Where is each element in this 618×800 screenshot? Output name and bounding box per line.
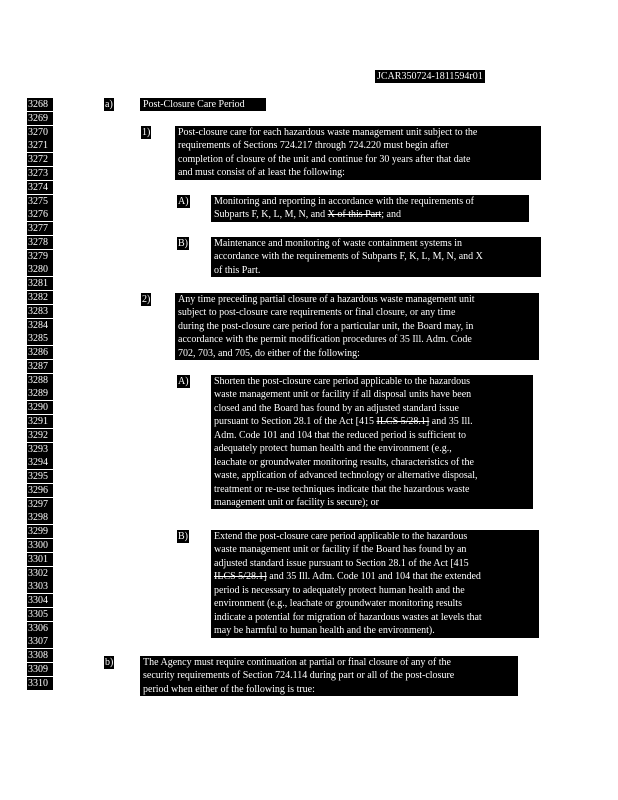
line-number: 3310	[27, 677, 53, 690]
item-1b-text	[211, 237, 541, 277]
item-2a-text	[211, 375, 533, 509]
line-number: 3298	[27, 511, 53, 524]
item-2a-line: closed and the Board has found by an adjusted standard issue	[214, 402, 459, 414]
line-number: 3299	[27, 525, 53, 538]
item-1b-marker: B)	[178, 238, 188, 249]
line-number: 3307	[27, 635, 53, 648]
item-2a-deleted-text: ILCS 5/28.1]	[376, 416, 430, 428]
line-number: 3285	[27, 332, 53, 345]
line-number: 3291	[27, 415, 53, 428]
item-2-line: during the post-closure care period for a particular unit, the Board may, in	[178, 320, 474, 332]
line-number: 3274	[27, 181, 53, 194]
item-2b-line: Extend the post-closure care period applicable to the hazardous	[214, 531, 468, 542]
item-2a-line: Adm. Code 101 and 104 that the reduced period is sufficient to	[214, 429, 466, 441]
item-2b-line: adjusted standard issue pursuant to Section 28.1 of the Act [415	[214, 557, 469, 569]
section-b-text	[140, 656, 518, 696]
item-2a-line: waste, application of advanced technology or alternative disposal,	[214, 470, 478, 482]
item-2a-line	[214, 415, 530, 428]
item-2b-line	[214, 570, 536, 583]
item-2a-line-post: and 35 Ill.	[429, 416, 473, 428]
item-2b-marker: B)	[178, 531, 188, 542]
item-2a-line: leachate or groundwater monitoring results, characteristics of the	[214, 456, 474, 468]
item-2-text	[175, 293, 539, 360]
line-number: 3309	[27, 663, 53, 676]
line-number: 3294	[27, 456, 53, 469]
line-number: 3288	[27, 374, 53, 387]
item-1a-line-post: ; and	[381, 209, 401, 221]
section-b-line: The Agency must require continuation at partial or final closure of any of the	[143, 657, 451, 668]
item-2b-deleted-text: ILCS 5/28.1]	[214, 571, 267, 583]
line-number: 3289	[27, 387, 53, 400]
item-1a-line: Monitoring and reporting in accordance with the requirements of	[214, 196, 474, 207]
item-1-marker: 1)	[142, 127, 151, 138]
line-number: 3281	[27, 277, 53, 290]
line-number: 3301	[27, 553, 53, 566]
line-number: 3304	[27, 594, 53, 607]
item-2b-line: may be harmful to human health and the environment).	[214, 625, 435, 637]
line-number: 3308	[27, 649, 53, 662]
section-b-marker: b)	[105, 657, 114, 668]
item-2b-text	[211, 530, 539, 638]
line-number: 3295	[27, 470, 53, 483]
item-1-line: Post-closure care for each hazardous waste management unit subject to the	[178, 127, 478, 138]
line-number: 3290	[27, 401, 53, 414]
line-number: 3278	[27, 236, 53, 249]
section-b-line: period when either of the following is true:	[143, 683, 315, 695]
item-2-line: Any time preceding partial closure of a hazardous waste management unit	[178, 294, 475, 305]
item-2a-line: management unit or facility is secure); or	[214, 496, 379, 508]
line-number: 3306	[27, 622, 53, 635]
item-1a-deleted-text: X of this Part	[327, 209, 382, 221]
line-number: 3270	[27, 126, 53, 139]
item-1a-marker: A)	[178, 196, 189, 207]
line-number: 3286	[27, 346, 53, 359]
line-number: 3268	[27, 98, 53, 111]
item-1-line: and must consist of at least the following:	[178, 167, 345, 179]
item-2a-marker: A)	[178, 376, 189, 387]
line-number: 3300	[27, 539, 53, 552]
item-2-line: subject to post-closure care requirements or final closure, or any time	[178, 307, 456, 319]
item-2b-line: period is necessary to adequately protect human health and the	[214, 584, 465, 596]
item-2-marker: 2)	[142, 294, 151, 305]
item-2a-line: waste management unit or facility if all disposal units have been	[214, 389, 472, 401]
line-number: 3275	[27, 195, 53, 208]
item-1-text	[175, 126, 541, 180]
item-1b-line: accordance with the requirements of Subparts F, K, L, M, N, and X	[214, 251, 483, 263]
item-1b-line: of this Part.	[214, 264, 261, 276]
item-1a-text	[211, 195, 529, 222]
item-2b-line: indicate a potential for migration of hazardous wastes at levels that	[214, 611, 482, 623]
line-number: 3292	[27, 429, 53, 442]
item-2a-line: Shorten the post-closure care period applicable to the hazardous	[214, 376, 471, 387]
line-number: 3282	[27, 291, 53, 304]
line-number: 3269	[27, 112, 53, 125]
item-2a-line: adequately protect human health and the environment (e.g.,	[214, 443, 452, 455]
document-id: JCAR350724-1811594r01	[377, 71, 483, 82]
item-2b-line: waste management unit or facility if the Board has found by an	[214, 544, 467, 556]
section-a-marker: a)	[105, 99, 113, 110]
item-2-line: 702, 703, and 705, do either of the following:	[178, 347, 360, 359]
section-b-line: security requirements of Section 724.114 during part or all of the post-closure	[143, 670, 455, 682]
line-number: 3303	[27, 580, 53, 593]
item-1-line: requirements of Sections 724.217 through 724.220 must begin after	[178, 140, 449, 152]
line-number: 3284	[27, 319, 53, 332]
line-number: 3276	[27, 208, 53, 221]
line-number: 3273	[27, 167, 53, 180]
line-number: 3287	[27, 360, 53, 373]
line-number: 3293	[27, 443, 53, 456]
item-1a-line-pre: Subparts F, K, L, M, N, and	[214, 209, 328, 221]
line-number: 3305	[27, 608, 53, 621]
line-number: 3280	[27, 263, 53, 276]
item-2a-line-pre: pursuant to Section 28.1 of the Act [415	[214, 416, 377, 428]
line-number: 3302	[27, 567, 53, 580]
line-number: 3272	[27, 153, 53, 166]
section-a-heading	[140, 98, 266, 111]
line-number: 3283	[27, 305, 53, 318]
item-1b-line: Maintenance and monitoring of waste containment systems in	[214, 238, 462, 249]
item-1-line: completion of closure of the unit and continue for 30 years after that date	[178, 153, 471, 165]
item-2b-line-post: and 35 Ill. Adm. Code 101 and 104 that the extended	[266, 571, 481, 583]
item-2b-line: environment (e.g., leachate or groundwater monitoring results	[214, 598, 462, 610]
line-number: 3277	[27, 222, 53, 235]
line-number: 3296	[27, 484, 53, 497]
line-number: 3297	[27, 498, 53, 511]
line-number: 3271	[27, 139, 53, 152]
line-number: 3279	[27, 250, 53, 263]
section-a-heading-text: Post-Closure Care Period	[143, 99, 245, 110]
item-2a-line: treatment or re-use techniques indicate that the hazardous waste	[214, 483, 470, 495]
item-2-line: accordance with the permit modification procedures of 35 Ill. Adm. Code	[178, 334, 472, 346]
item-1a-line	[214, 208, 526, 221]
